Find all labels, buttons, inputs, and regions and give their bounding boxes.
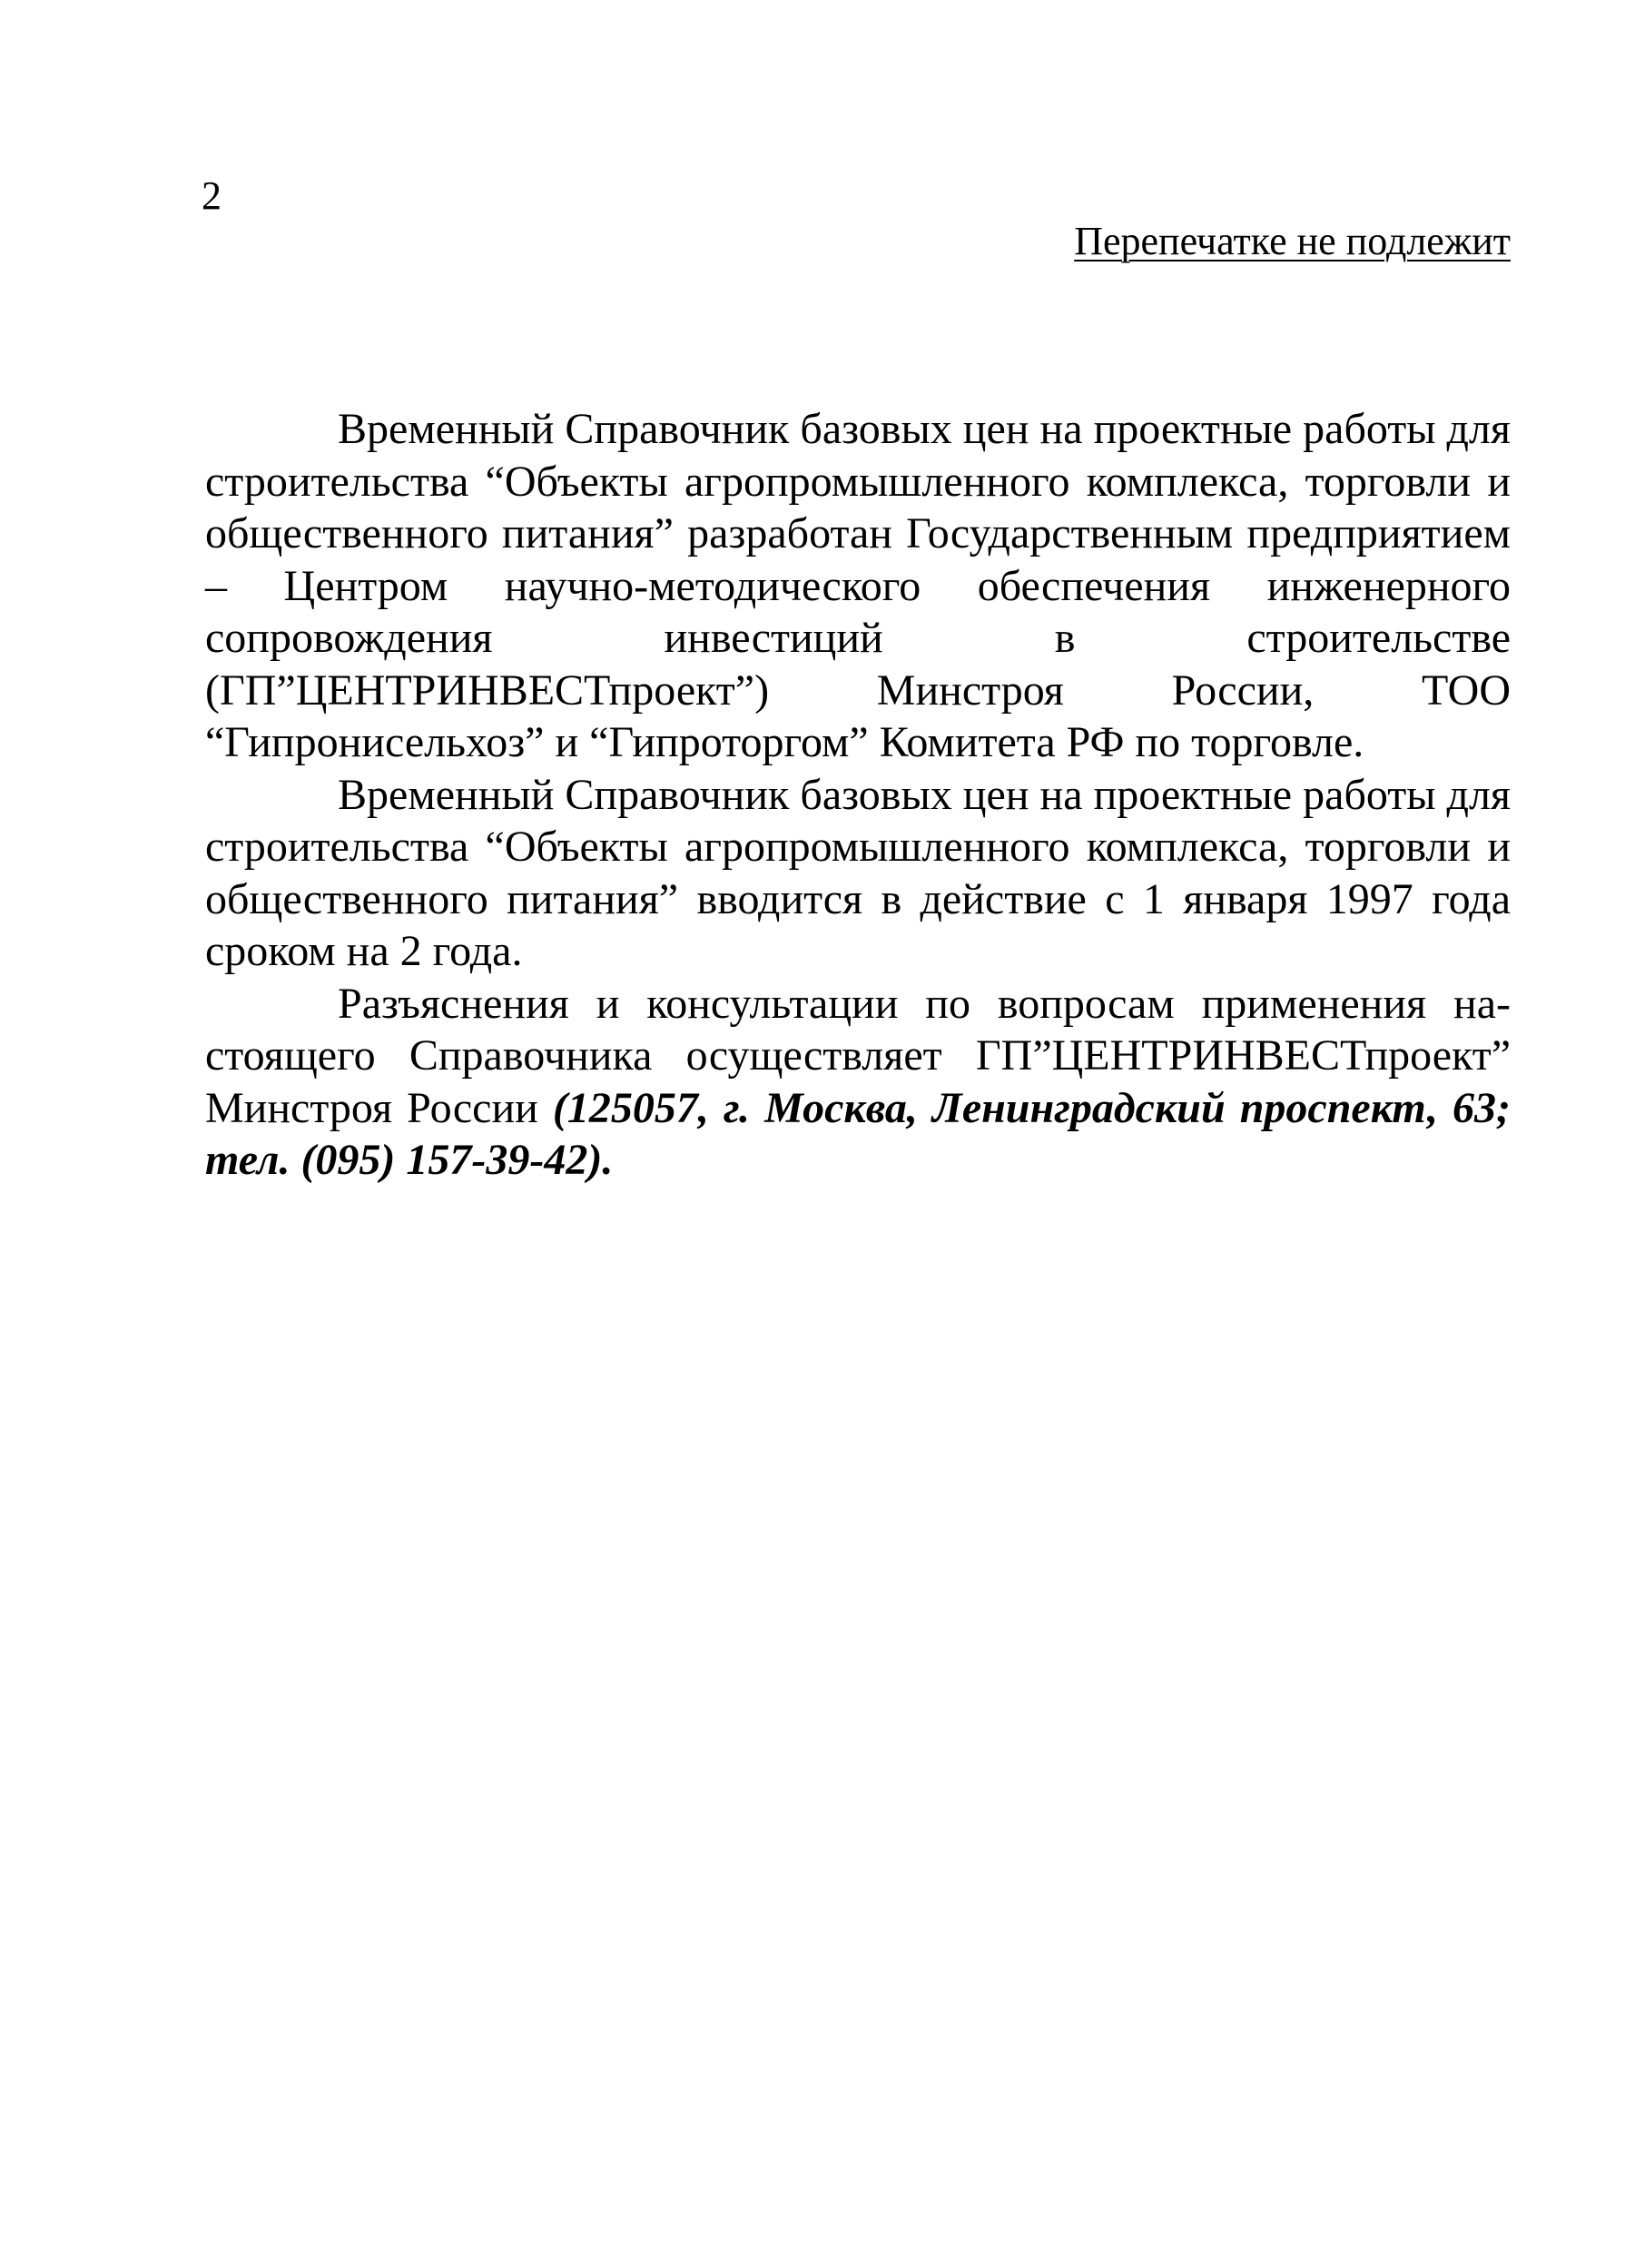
reprint-notice: Перепечатке не подлежит: [1074, 219, 1511, 263]
paragraph-effective-date: Временный Справочник базовых цен на проектные работы для строительства “Объекты агропромышленного комплекса, торговли и общественного питания” вводится в действие с 1 января 1997 года сроком на 2 года.: [205, 770, 1511, 975]
paragraph-developer: Временный Справочник базовых цен на проектные работы для строительства “Объекты агропромышленного комплекса, торговли и общественного питания” разработан Государственным предприятием – Центром научно-методического обеспечения инженерного сопровождения инвестиций в строительстве (ГП”ЦЕНТРИНВЕСТпроект”) Минстроя России, ТОО “Гипронисельхоз” и “Гипроторгом” Комитета РФ по торговле.: [205, 405, 1511, 766]
contact-address: (125057, г. Москва, Ленинградский проспект, 63; тел. (095) 157-39-42).: [205, 1083, 1512, 1184]
document-body: [205, 403, 1511, 1187]
contact-intro-text: Разъяснения и консультации по вопросам применения настоящего Справочника осуществляет ГП”ЦЕНТРИНВЕСТпроект” Минстроя России: [205, 979, 1511, 1132]
page-number: 2: [202, 173, 222, 218]
paragraph-contact: [205, 978, 1511, 1187]
